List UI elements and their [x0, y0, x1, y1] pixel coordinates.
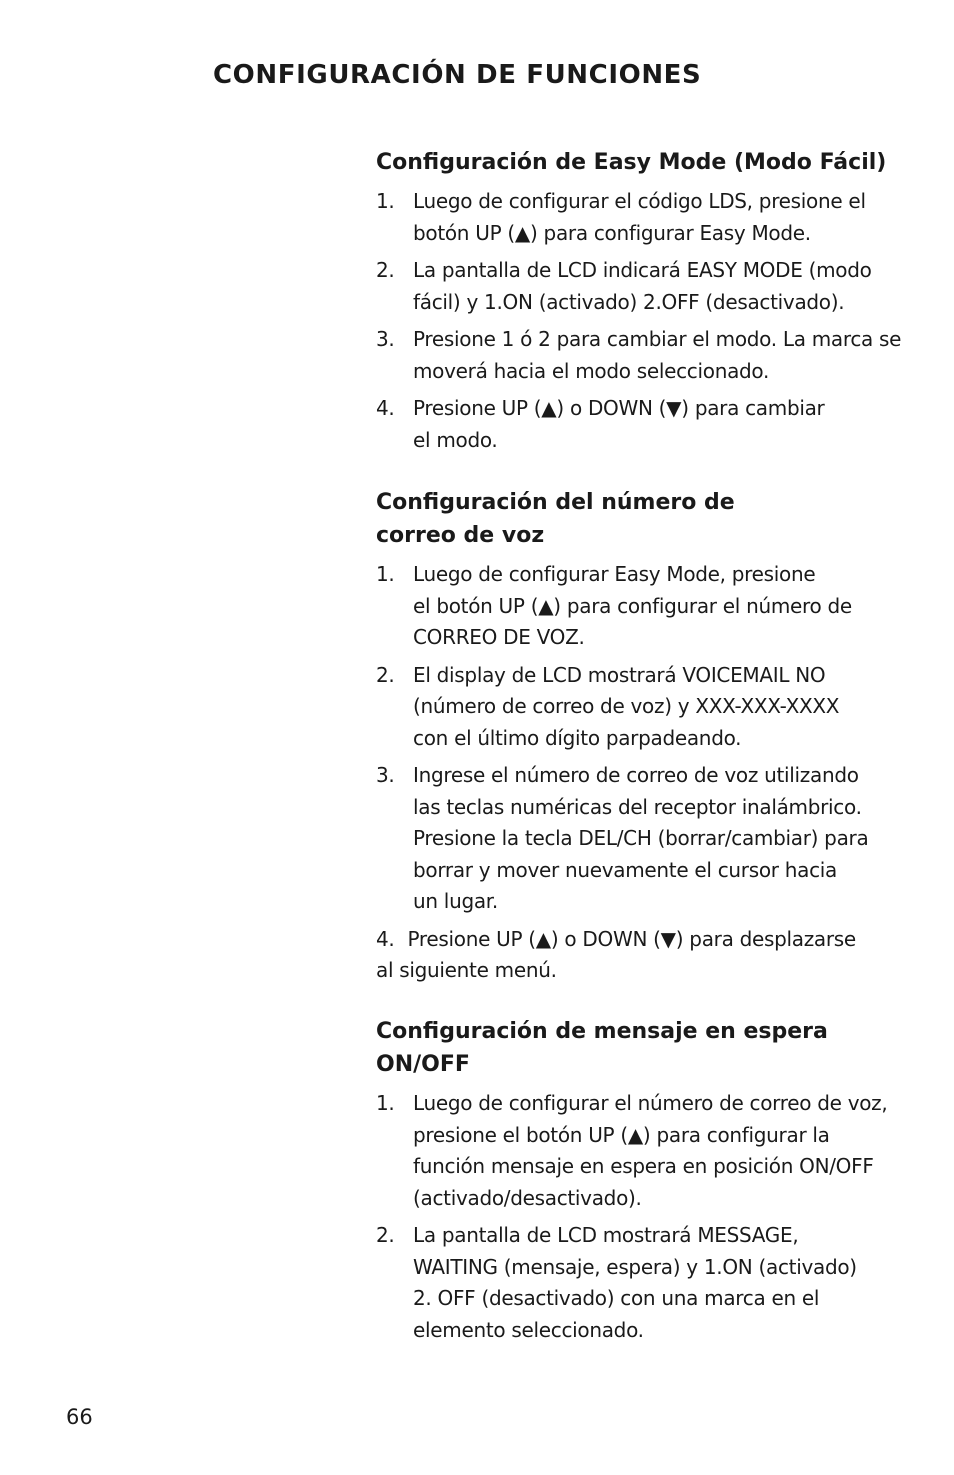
step-number: 1. — [376, 189, 395, 213]
step-text-line: Ingrese el número de correo de voz utilizando — [413, 763, 859, 787]
page-title: CONFIGURACIÓN DE FUNCIONES — [213, 60, 702, 90]
section-heading — [376, 146, 906, 179]
step-number: 1. — [376, 562, 395, 586]
step-text-line: presione el botón UP (▲) para configurar la — [413, 1122, 830, 1147]
step-text-line: las teclas numéricas del receptor inalámbrico. — [413, 794, 862, 819]
page-number: 66 — [66, 1405, 93, 1429]
step-text-line: (activado/desactivado). — [413, 1185, 642, 1210]
step-list — [376, 559, 906, 987]
list-item — [376, 660, 906, 755]
section-easy-mode — [376, 146, 906, 462]
list-item — [376, 324, 906, 387]
section-message-waiting — [376, 1015, 906, 1352]
list-item — [376, 1220, 906, 1346]
step-text-line: 2. OFF (desactivado) con una marca en el — [413, 1286, 820, 1310]
list-item — [376, 393, 906, 456]
section-voicemail-number — [376, 486, 906, 993]
step-text-line: Presione UP (▲) o DOWN (▼) para cambiar — [413, 396, 825, 420]
step-text-line: La pantalla de LCD mostrará MESSAGE, — [413, 1223, 799, 1247]
list-item — [376, 924, 906, 987]
step-number: 4. — [376, 396, 395, 420]
step-text-line: moverá hacia el modo seleccionado. — [413, 358, 770, 383]
step-list — [376, 186, 906, 456]
step-number: 2. — [376, 1223, 395, 1247]
step-list — [376, 1088, 906, 1346]
list-item — [376, 186, 906, 249]
step-text-line: Luego de configurar Easy Mode, presione — [413, 562, 816, 586]
step-text-line: borrar y mover nuevamente el cursor hacia — [413, 857, 837, 882]
step-text-line: elemento seleccionado. — [413, 1317, 644, 1342]
step-text-line: CORREO DE VOZ. — [413, 625, 585, 649]
step-number: 3. — [376, 327, 395, 351]
list-item — [376, 1088, 906, 1214]
step-text-line: función mensaje en espera en posición ON/OFF — [413, 1154, 874, 1178]
step-text-line: con el último dígito parpadeando. — [413, 725, 742, 750]
step-text-line: el modo. — [413, 427, 498, 452]
step-text-line: El display de LCD mostrará VOICEMAIL NO — [413, 662, 826, 687]
step-text-line: el botón UP (▲) para configurar el número de — [413, 593, 852, 618]
section-heading — [376, 486, 906, 552]
step-text-line: Presione UP (▲) o DOWN (▼) para desplazarse — [407, 926, 856, 951]
section-heading-line: Configuración del número de — [376, 490, 735, 515]
section-heading — [376, 1015, 906, 1081]
section-heading-line: Configuración de mensaje en espera — [376, 1019, 828, 1044]
step-text-line: al siguiente menú. — [376, 958, 557, 982]
step-text-line: WAITING (mensaje, espera) y 1.ON (activado) — [413, 1254, 857, 1279]
step-number: 3. — [376, 763, 395, 787]
step-number: 2. — [376, 662, 395, 687]
step-text-line: La pantalla de LCD indicará EASY MODE (modo — [413, 258, 872, 282]
step-text-line: Presione la tecla DEL/CH (borrar/cambiar) para — [413, 826, 869, 850]
list-item — [376, 559, 906, 654]
section-heading-line: ON/OFF — [376, 1052, 470, 1077]
step-text-line: Luego de configurar el número de correo de voz, — [413, 1091, 888, 1115]
step-text-line: Presione 1 ó 2 para cambiar el modo. La marca se — [413, 327, 902, 351]
step-text-line: fácil) y 1.ON (activado) 2.OFF (desactivado). — [413, 289, 845, 314]
section-heading-line: correo de voz — [376, 523, 545, 548]
step-text-line: botón UP (▲) para configurar Easy Mode. — [413, 220, 811, 245]
step-text-line: (número de correo de voz) y XXX-XXX-XXXX — [413, 694, 840, 718]
section-heading-line: Configuración de Easy Mode (Modo Fácil) — [376, 150, 887, 175]
step-number: 4. — [376, 926, 395, 951]
step-number: 2. — [376, 258, 395, 282]
step-text-line: Luego de configurar el código LDS, presione el — [413, 189, 866, 213]
list-item — [376, 255, 906, 318]
step-number: 1. — [376, 1091, 395, 1115]
step-text-line: un lugar. — [413, 889, 498, 913]
list-item — [376, 760, 906, 918]
